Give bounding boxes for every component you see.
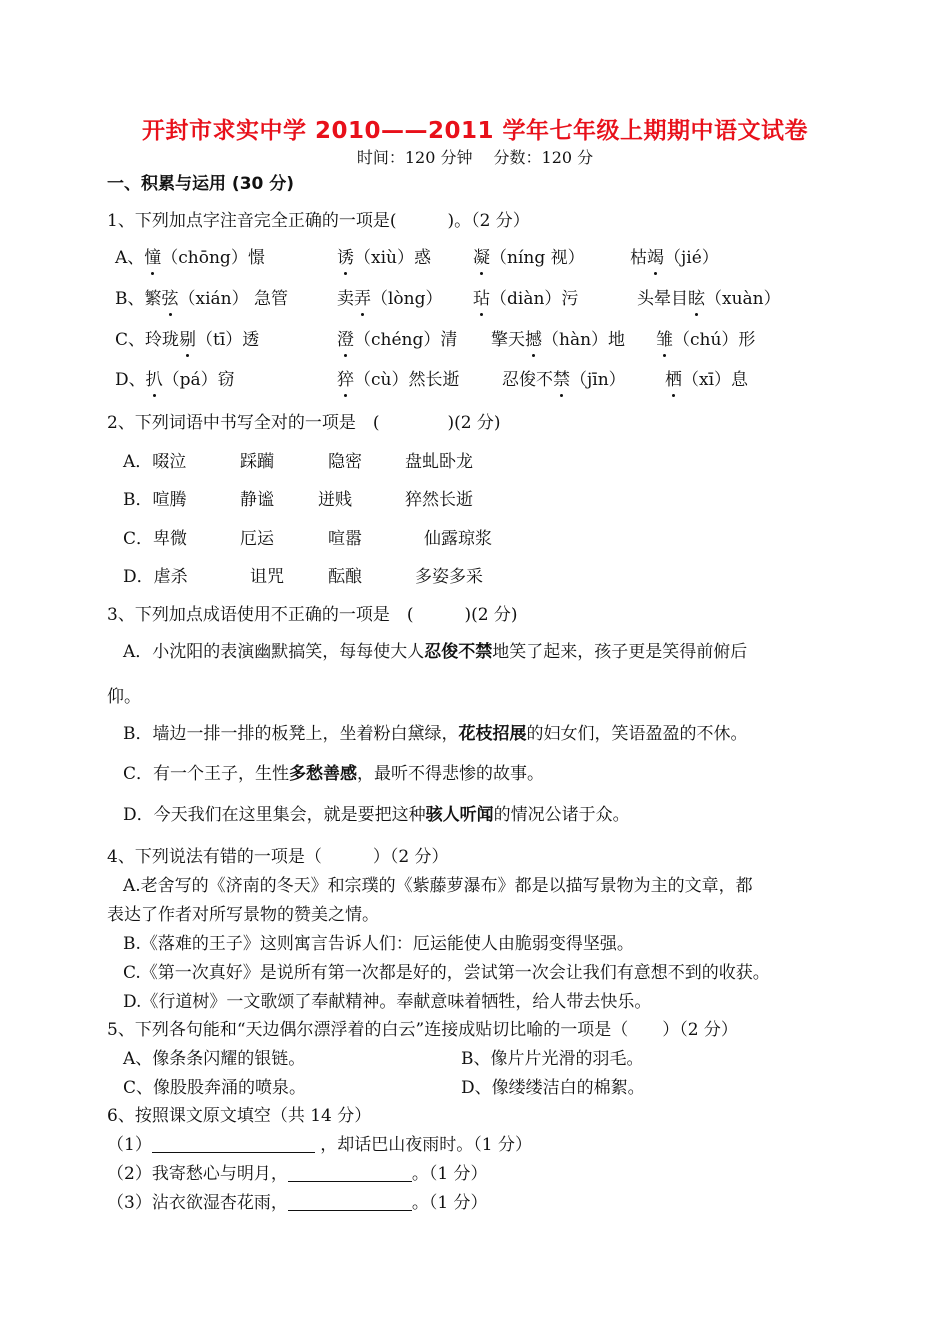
q6-item-3: （3）沾衣欲湿杏花雨， 。（1 分） (107, 1193, 488, 1213)
answer-blank[interactable] (288, 1164, 412, 1182)
q3-option-a: A．小沈阳的表演幽默搞笑，每每使大人忍俊不禁地笑了起来，孩子更是笑得前俯后 (123, 642, 748, 662)
exam-title: 开封市求实中学 2010——2011 学年七年级上期期中语文试卷 (141, 118, 809, 144)
q3-option-d: D．今天我们在这里集会，就是要把这种骇人听闻的情况公诸于众。 (123, 805, 630, 825)
section-heading: 一、积累与运用 (30 分) (107, 174, 295, 194)
highlighted-idiom: 多愁善感 (289, 764, 358, 784)
q3-option-c: C．有一个王子，生性多愁善感，最听不得悲惨的故事。 (123, 764, 545, 784)
q3-option-b: B．墙边一排一排的板凳上，坐着粉白黛绿，花枝招展的妇女们，笑语盈盈的不休。 (123, 724, 748, 744)
highlighted-idiom: 骇人听闻 (425, 805, 494, 825)
q2-option-c: C．卑微 厄运 喧嚣 仙露琼浆 (123, 529, 492, 549)
q4-option-b: B.《落难的王子》这则寓言告诉人们：厄运能使人由脆弱变得坚强。 (123, 934, 634, 954)
q1-stem: 1、下列加点字注音完全正确的一项是( )。（2 分） (107, 211, 530, 231)
q2-option-a: A．啜泣 踩躏 隐密 盘虬卧龙 (123, 452, 473, 472)
q4-option-a-cont: 表达了作者对所写景物的赞美之情。 (107, 905, 379, 925)
exam-subtitle: 时间：120 分钟 分数：120 分 (356, 148, 594, 167)
answer-blank[interactable] (152, 1135, 315, 1153)
q1-option-b: B、繁弦（xián） 急管 卖弄（lòng） 玷（diàn）污 头晕目眩（xuàn） (115, 289, 781, 309)
q4-option-a: A.老舍写的《济南的冬天》和宗璞的《紫藤萝瀑布》都是以描写景物为主的文章，都 (123, 876, 753, 896)
q5-option-b: B、像片片光滑的羽毛。 (461, 1049, 644, 1069)
q6-item-1: （1） ，却话巴山夜雨时。（1 分） (107, 1135, 532, 1155)
q2-stem: 2、下列词语中书写全对的一项是 ( )(2 分) (107, 413, 501, 433)
q5-option-c: C、像股股奔涌的喷泉。 (123, 1078, 307, 1098)
q1-option-c: C、玲珑剔（tī）透 澄（chéng）清 擎天撼（hàn）地 雏（chú）形 (115, 330, 756, 350)
highlighted-idiom: 花枝招展 (458, 724, 527, 744)
q6-stem: 6、按照课文原文填空（共 14 分） (107, 1106, 372, 1126)
q4-option-d: D.《行道树》一文歌颂了奉献精神。奉献意味着牺牲，给人带去快乐。 (123, 992, 652, 1012)
answer-blank[interactable] (288, 1193, 412, 1211)
q2-option-d: D．虐杀 诅咒 酝酿 多姿多采 (123, 567, 483, 587)
q3-stem: 3、下列加点成语使用不正确的一项是 ( )(2 分) (107, 605, 518, 625)
q5-option-a: A、像条条闪耀的银链。 (123, 1049, 306, 1069)
q6-item-2: （2）我寄愁心与明月， 。（1 分） (107, 1164, 488, 1184)
dotted-char: 憧 (144, 248, 162, 268)
highlighted-idiom: 忍俊不禁 (424, 642, 493, 662)
q4-stem: 4、下列说法有错的一项是（ ）（2 分） (107, 847, 449, 867)
q5-option-d: D、像缕缕洁白的棉絮。 (461, 1078, 645, 1098)
q2-option-b: B．喧腾 静谧 迸贱 猝然长逝 (123, 490, 473, 510)
q4-option-c: C.《第一次真好》是说所有第一次都是好的，尝试第一次会让我们有意想不到的收获。 (123, 963, 770, 983)
q1-option-d: D、扒（pá）窃 猝（cù）然长逝 忍俊不禁（jīn） 栖（xī）息 (115, 370, 749, 390)
q1-option-a: A、憧（chōng）憬 诱（xiù）惑 凝（níng 视） 枯竭（jié） (115, 248, 719, 268)
q5-stem: 5、下列各句能和“天边偶尔漂浮着的白云”连接成贴切比喻的一项是（ ）（2 分） (107, 1020, 738, 1040)
q3-option-a-cont: 仰。 (107, 687, 141, 707)
